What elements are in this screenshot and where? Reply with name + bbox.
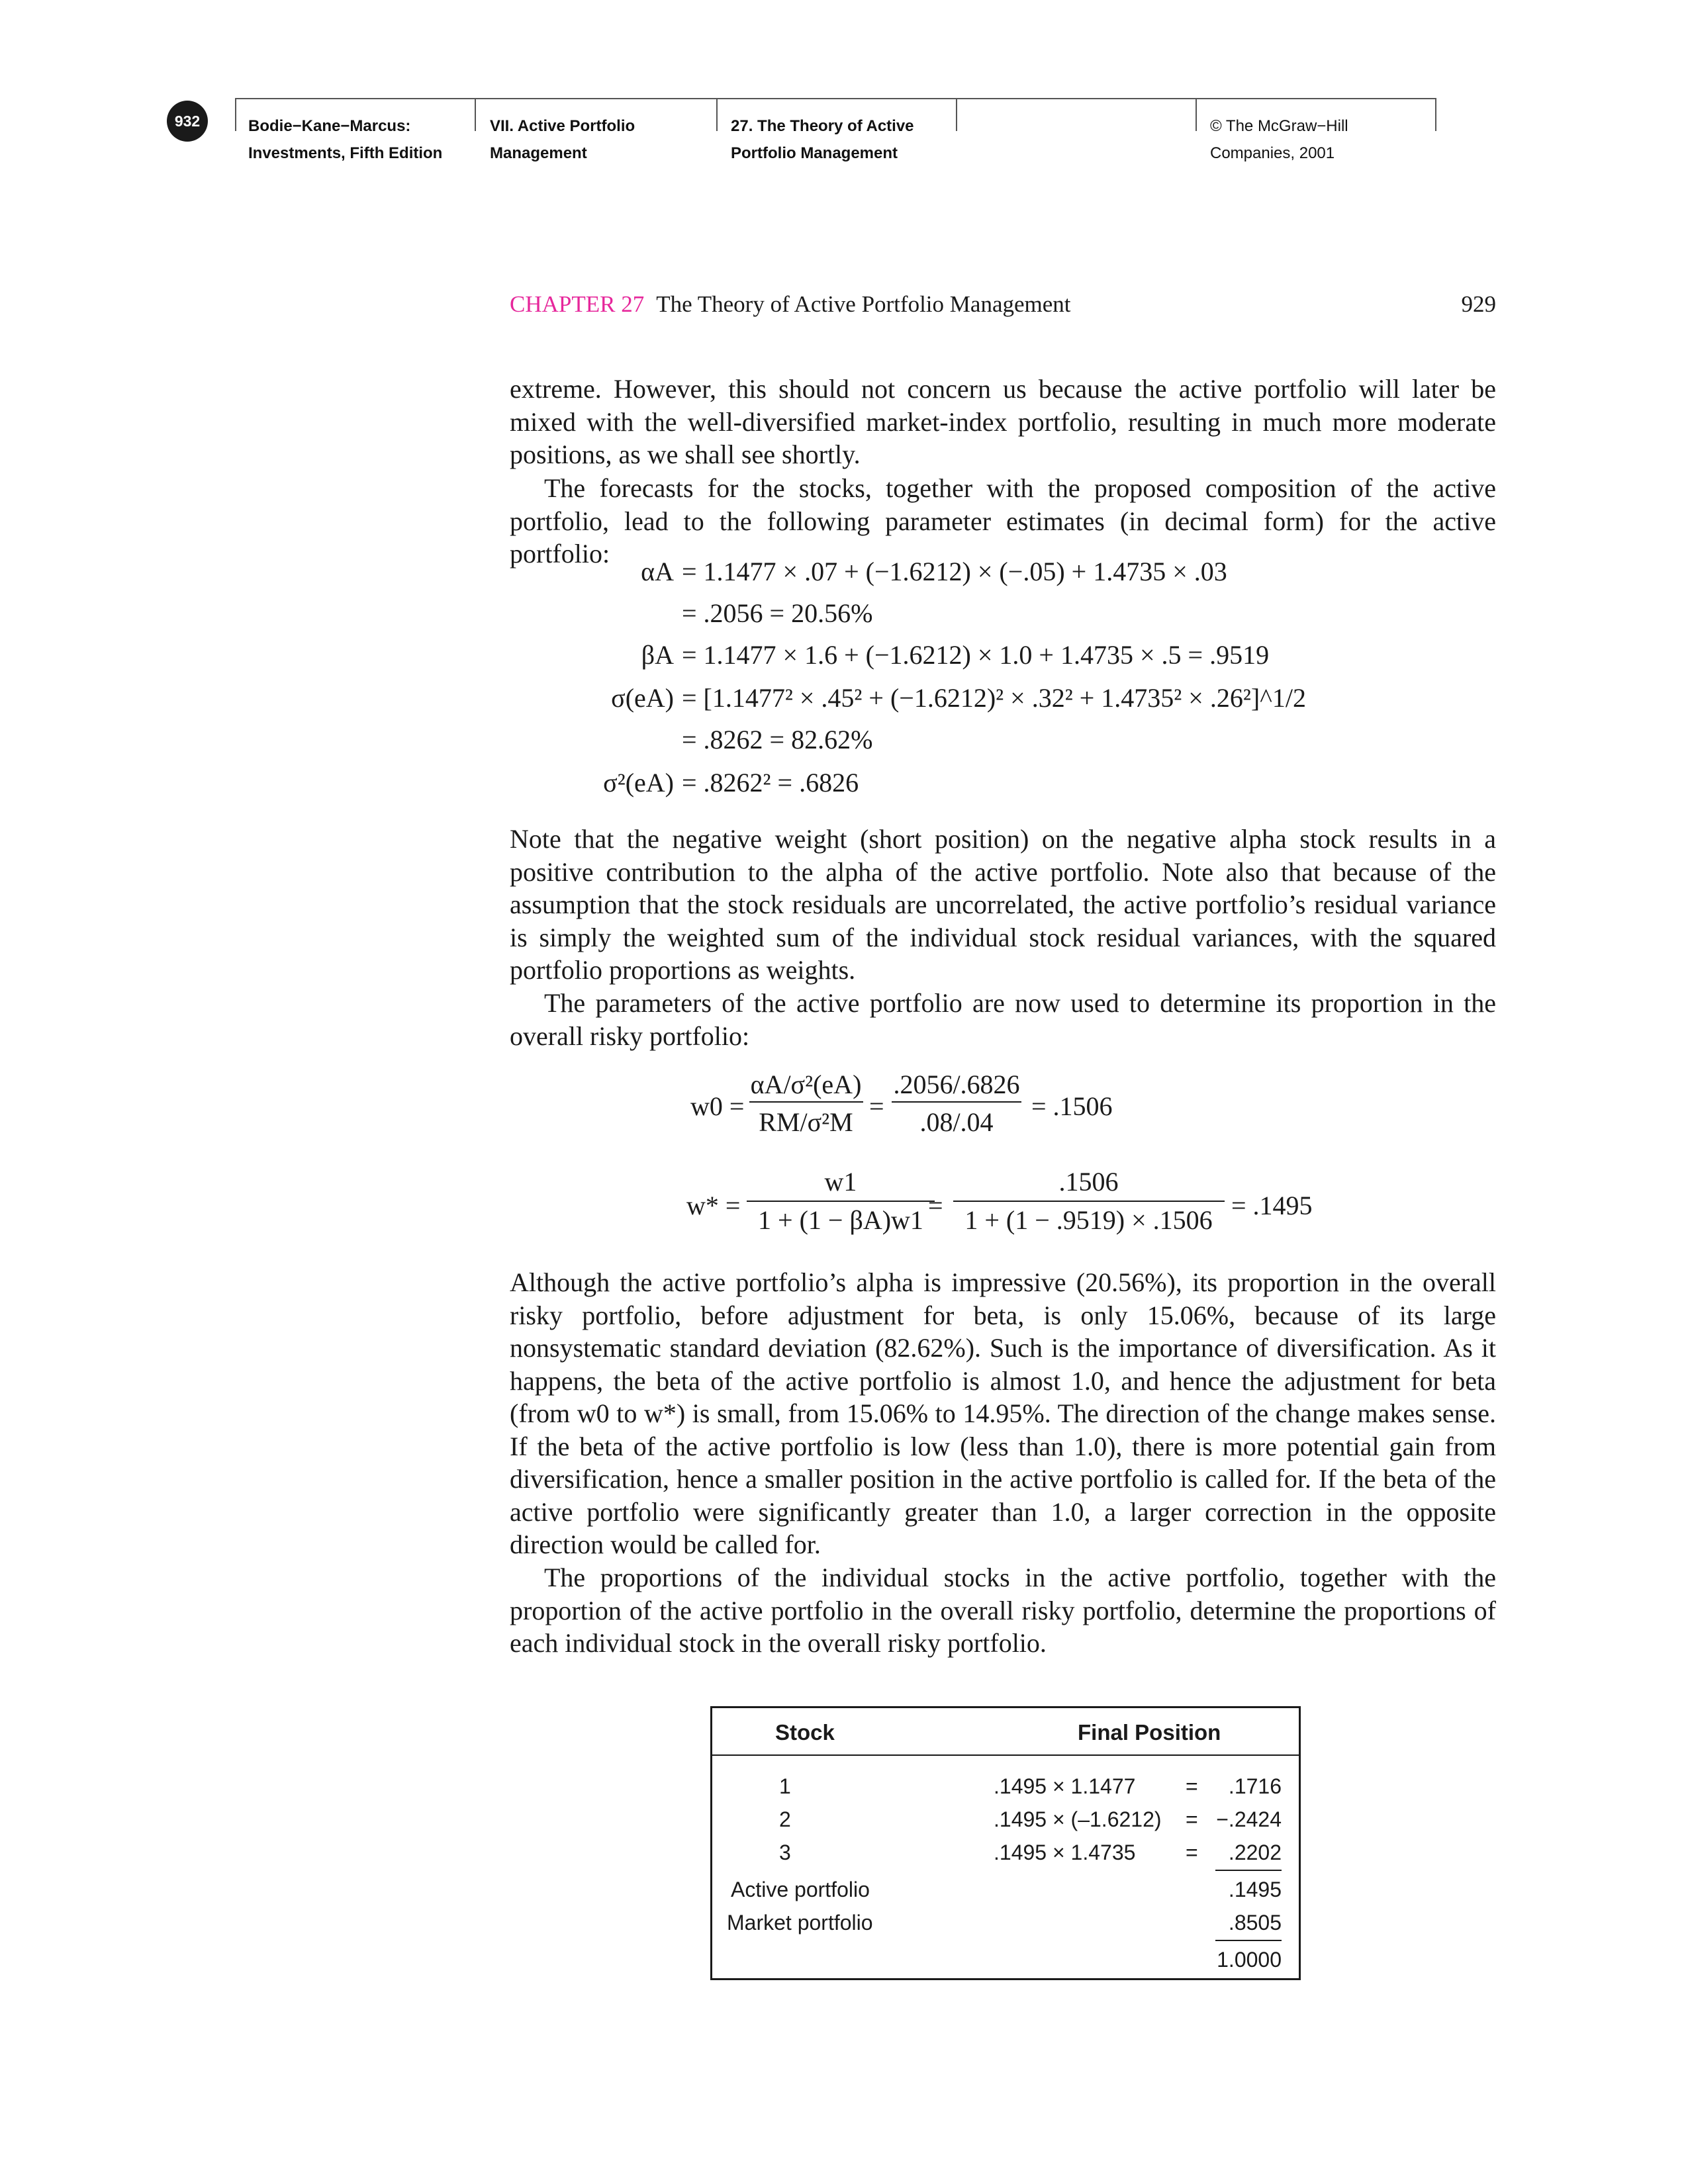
- table-row-label: Active portfolio: [731, 1878, 870, 1901]
- table-row-calc: .1495 × 1.1477: [994, 1774, 1136, 1798]
- w0-fraction-bar-1: [749, 1101, 863, 1103]
- equation-variance-rhs: = .8262² = .6826: [682, 768, 859, 797]
- w0-result: = .1506: [1031, 1091, 1113, 1121]
- header-copyright-line2: Companies, 2001: [1210, 144, 1335, 162]
- table-total-rule: [1215, 1940, 1282, 1941]
- w0-lhs: w0 =: [690, 1091, 745, 1121]
- paragraph-proportions: The proportions of the individual stocks in the active portfolio, together with the proportion of the active portfolio in the overall risky portfolio, determine the proportions of each individual stock in the overall risky portfolio.: [510, 1563, 1496, 1658]
- w0-equals: =: [869, 1091, 884, 1121]
- table-row-calc: .1495 × (–1.6212): [994, 1807, 1162, 1831]
- header-cell-book: [248, 113, 442, 167]
- table-header-rule: [712, 1754, 1299, 1756]
- equation-beta-lhs: βA: [641, 640, 674, 670]
- equation-beta-rhs: = 1.1477 × 1.6 + (−1.6212) × 1.0 + 1.4735 × .5 = .9519: [682, 640, 1270, 670]
- header-part-line1: VII. Active Portfolio: [490, 117, 635, 135]
- wstar-numerator-2: .1506: [1058, 1167, 1119, 1197]
- chapter-title: The Theory of Active Portfolio Management: [656, 291, 1071, 317]
- table-row-equals: =: [1186, 1774, 1198, 1798]
- table-row-stock: 3: [779, 1841, 791, 1864]
- equation-sigma-rhs-line2: = .8262 = 82.62%: [682, 725, 873, 754]
- wstar-numerator-1: w1: [824, 1167, 857, 1197]
- paragraph-although: Although the active portfolio’s alpha is impressive (20.56%), its proportion in the overall risky portfolio, before adjustment for beta, is only 15.06%, because of its large nonsystematic standard deviation (82.62%). Such is the importance of diversification. As it happens, the beta of the active portfolio is almost 1.0, and hence the adjustment for beta (from w0 to w*) is small, from 15.06% to 14.95%. The direction of the change makes sense. If the beta of the active portfolio is low (less than 1.0), there is more potential gain from diversification, hence a smaller position in the active portfolio is called for. If the beta of the active portfolio were significantly greater than 1.0, a larger correction in the opposite direction would be called for.: [510, 1267, 1496, 1559]
- page-number: 929: [1461, 291, 1496, 317]
- paragraph-note-negative-weight: Note that the negative weight (short position) on the negative alpha stock results in a positive contribution to the alpha of the active portfolio. Note also that because of the assumption that the stock residuals are uncorrelated, the active portfolio’s residual variance is simply the weighted sum of the individual stock residual variances, with the squared portfolio proportions as weights.: [510, 824, 1496, 985]
- wstar-denominator-2: 1 + (1 − .9519) × .1506: [964, 1205, 1213, 1235]
- equation-sigma-lhs: σ(eA): [611, 683, 674, 713]
- table-sum-rule: [1215, 1870, 1282, 1871]
- wstar-fraction-bar-2: [953, 1201, 1225, 1202]
- header-cell-chapter: [731, 113, 914, 167]
- table-row-value: .1495: [1228, 1878, 1282, 1901]
- table-total: 1.0000: [1217, 1948, 1282, 1972]
- table-row-equals: =: [1186, 1841, 1198, 1864]
- table-header-stock: Stock: [775, 1720, 835, 1745]
- header-cell-divider: [956, 98, 1196, 131]
- w0-numerator-2: .2056/.6826: [893, 1069, 1020, 1099]
- equation-variance-lhs: σ²(eA): [603, 768, 674, 797]
- paragraph-parameters: The parameters of the active portfolio are now used to determine its proportion in the overall risky portfolio:: [510, 988, 1496, 1051]
- final-position-table: [710, 1706, 1301, 1980]
- page-badge: 932: [167, 101, 208, 142]
- table-row-label: Market portfolio: [727, 1911, 873, 1934]
- wstar-equals: =: [928, 1191, 943, 1220]
- header-book-line2: Investments, Fifth Edition: [248, 144, 443, 162]
- table-row-value: .1716: [1228, 1774, 1282, 1798]
- header-cell-copyright: [1210, 113, 1348, 167]
- chapter-label: CHAPTER 27: [510, 291, 645, 317]
- wstar-result: = .1495: [1231, 1191, 1313, 1220]
- equation-alpha-rhs-line1: = 1.1477 × .07 + (−1.6212) × (−.05) + 1.4735 × .03: [682, 557, 1227, 586]
- paragraph-forecasts: The forecasts for the stocks, together with the proposed composition of the active portfolio, lead to the following parameter estimates (in decimal form) for the active portfolio:: [510, 473, 1496, 569]
- equation-alpha-lhs: αA: [641, 557, 674, 586]
- paragraph-extreme: extreme. However, this should not concern us because the active portfolio will later be mixed with the well-diversified market-index portfolio, resulting in much more moderate positions, as we shall see shortly.: [510, 374, 1496, 469]
- table-row-stock: 1: [779, 1774, 791, 1798]
- table-header-final-position: Final Position: [1078, 1720, 1221, 1745]
- wstar-lhs: w* =: [686, 1191, 741, 1220]
- table-row-value: .8505: [1228, 1911, 1282, 1934]
- header-chapter-line2: Portfolio Management: [731, 144, 898, 162]
- book-header-strip: [0, 0, 1688, 172]
- header-part-line2: Management: [490, 144, 587, 162]
- wstar-denominator-1: 1 + (1 − βA)w1: [758, 1205, 923, 1235]
- equation-alpha-rhs-line2: = .2056 = 20.56%: [682, 598, 873, 628]
- table-row-calc: .1495 × 1.4735: [994, 1841, 1136, 1864]
- header-copyright-line1: © The McGraw−Hill: [1210, 117, 1348, 135]
- header-chapter-line1: 27. The Theory of Active: [731, 117, 914, 135]
- w0-denominator-2: .08/.04: [919, 1107, 994, 1137]
- table-row-value: −.2424: [1216, 1807, 1282, 1831]
- header-cell-part: [490, 113, 635, 167]
- header-book-line1: Bodie−Kane−Marcus:: [248, 117, 411, 135]
- running-head: [510, 291, 1496, 324]
- equation-sigma-rhs-line1: = [1.1477² × .45² + (−1.6212)² × .32² + 1.4735² × .26²]^1/2: [682, 683, 1307, 713]
- w0-fraction-bar-2: [892, 1101, 1021, 1103]
- wstar-fraction-bar-1: [747, 1201, 935, 1202]
- w0-numerator-1: αA/σ²(eA): [750, 1069, 862, 1099]
- table-row-equals: =: [1186, 1807, 1198, 1831]
- w0-denominator-1: RM/σ²M: [759, 1107, 853, 1137]
- table-row-value: .2202: [1228, 1841, 1282, 1864]
- table-row-stock: 2: [779, 1807, 791, 1831]
